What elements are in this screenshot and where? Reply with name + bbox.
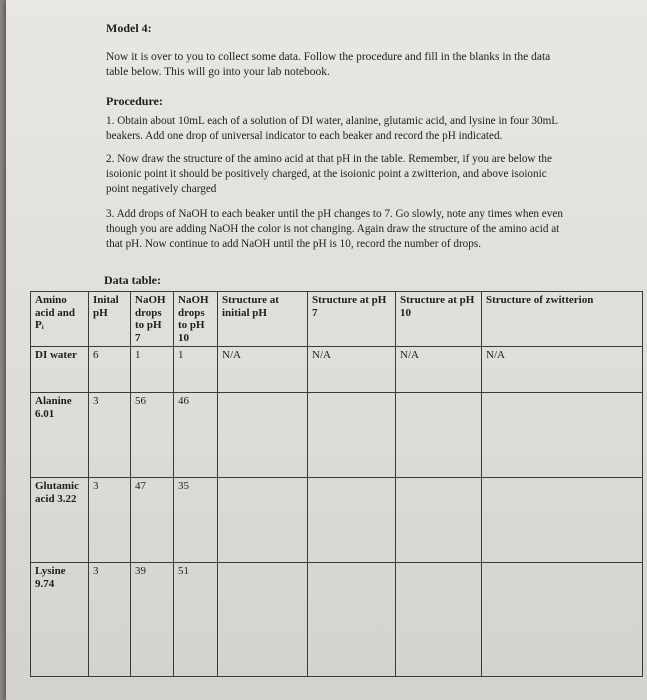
model-title: Model 4: (106, 21, 152, 35)
table-row (31, 563, 643, 677)
drops-ph10-value: 35 (174, 478, 218, 563)
header-structure-initial: Structure at initial pH (218, 292, 308, 347)
drops-ph10-value: 1 (174, 347, 218, 393)
drops-ph10-value: 51 (174, 563, 218, 677)
structure-zwitterion-cell (482, 478, 643, 563)
structure-initial-cell (218, 563, 308, 677)
row-label: DI water (31, 347, 89, 393)
table-row (31, 393, 643, 478)
row-label: Lysine 9.74 (31, 563, 89, 677)
table-row (31, 347, 643, 393)
drops-ph10-value: 46 (174, 393, 218, 478)
drops-ph7-value: 39 (131, 563, 174, 677)
drops-ph7-value: 47 (131, 478, 174, 563)
structure-zwitterion-cell (482, 393, 643, 478)
header-amino-acid: Amino acid and Pᵢ (31, 292, 89, 347)
structure-ph7-cell (308, 563, 396, 677)
initial-ph-value: 6 (89, 347, 131, 393)
initial-ph-value: 3 (89, 478, 131, 563)
header-structure-zwitterion: Structure of zwitterion (482, 292, 643, 347)
structure-ph10-cell: N/A (396, 347, 482, 393)
procedure-step-1: 1. Obtain about 10mL each of a solution of DI water, alanine, glutamic acid, and lysine in four 30mL beakers. Add one drop of universal indicator to each beaker and record the pH indicated. (106, 115, 558, 142)
procedure-step-2: 2. Now draw the structure of the amino acid at that pH in the table. Remember, if you are below the isoionic point it should be positively charged, at the isoionic point a zwitterion, and above isoionic point negatively charged (106, 153, 552, 195)
data-table (30, 291, 643, 677)
structure-ph7-cell: N/A (308, 347, 396, 393)
procedure-heading: Procedure: (106, 94, 163, 108)
initial-ph-value: 3 (89, 393, 131, 478)
header-structure-ph10: Structure at pH 10 (396, 292, 482, 347)
procedure-step-3: 3. Add drops of NaOH to each beaker until the pH changes to 7. Go slowly, note any times when even though you are adding NaOH the color is not changing. Again draw the structure of the amino acid at that pH. Now continue to add NaOH until the pH is 10, record the number of drops. (106, 208, 563, 250)
structure-initial-cell: N/A (218, 347, 308, 393)
structure-initial-cell (218, 478, 308, 563)
intro-text: Now it is over to you to collect some data. Follow the procedure and fill in the blanks in the data table below. This will go into your lab notebook. (106, 51, 551, 78)
table-header-row (31, 292, 643, 347)
data-table-heading: Data table: (104, 273, 161, 287)
initial-ph-value: 3 (89, 563, 131, 677)
structure-ph10-cell (396, 393, 482, 478)
drops-ph7-value: 1 (131, 347, 174, 393)
header-drops-ph10: NaOH drops to pH 10 (174, 292, 218, 347)
structure-ph7-cell (308, 393, 396, 478)
structure-ph10-cell (396, 563, 482, 677)
structure-zwitterion-cell (482, 563, 643, 677)
drops-ph7-value: 56 (131, 393, 174, 478)
structure-zwitterion-cell: N/A (482, 347, 643, 393)
structure-ph7-cell (308, 478, 396, 563)
structure-initial-cell (218, 393, 308, 478)
header-drops-ph7: NaOH drops to pH 7 (131, 292, 174, 347)
row-label: Glutamic acid 3.22 (31, 478, 89, 563)
header-structure-ph7: Structure at pH 7 (308, 292, 396, 347)
table-row (31, 478, 643, 563)
row-label: Alanine 6.01 (31, 393, 89, 478)
header-initial-ph: Inital pH (89, 292, 131, 347)
structure-ph10-cell (396, 478, 482, 563)
